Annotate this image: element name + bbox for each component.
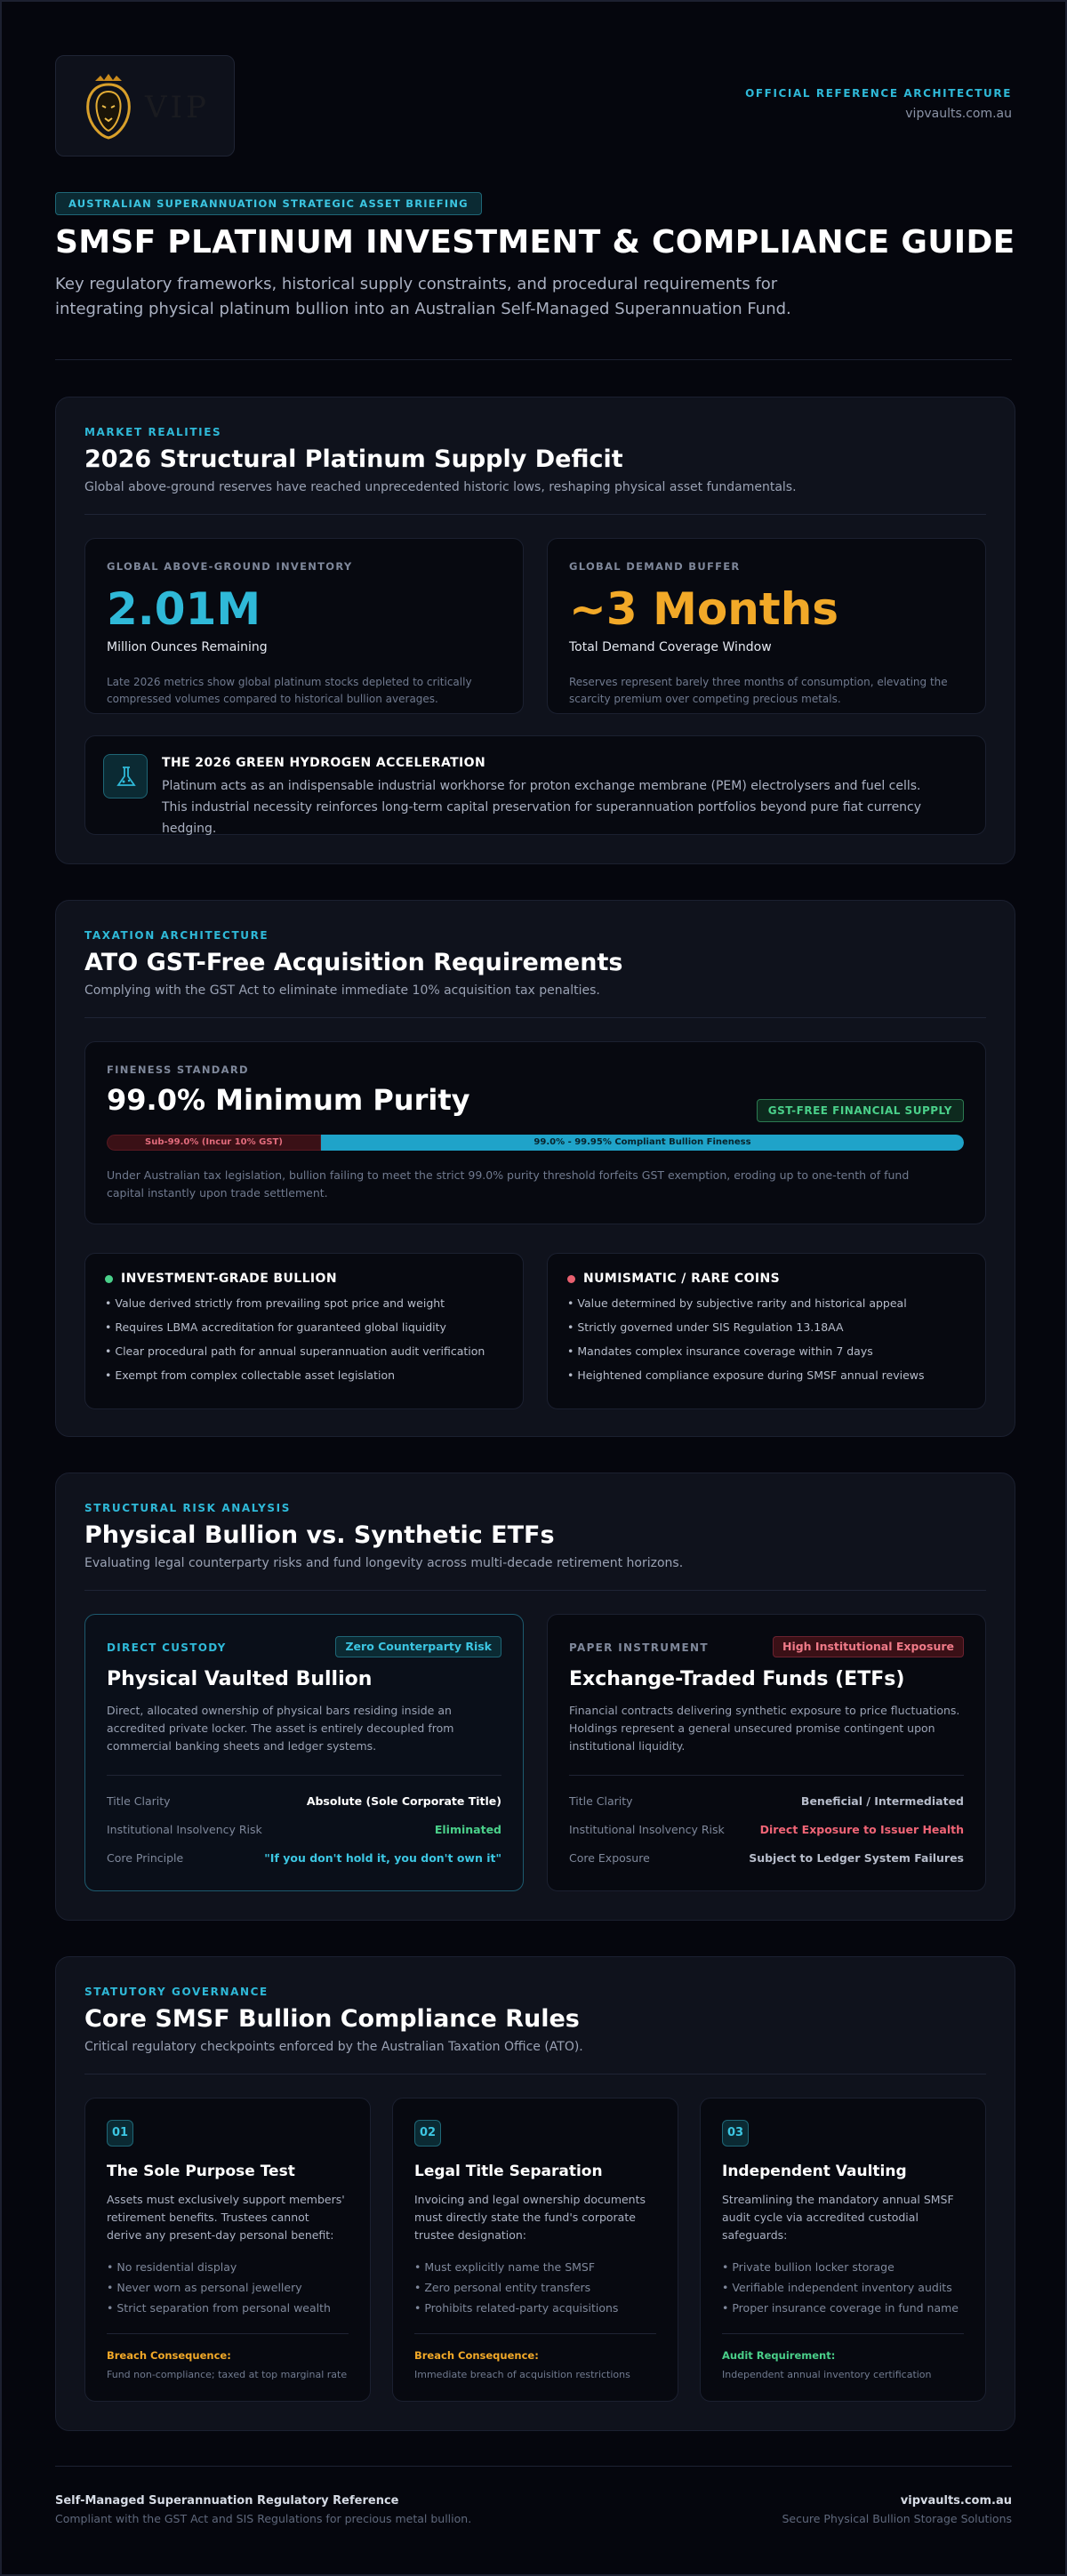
row-value: Direct Exposure to Issuer Health: [759, 1823, 964, 1836]
rule-number: 03: [722, 2120, 749, 2147]
inventory-label: GLOBAL ABOVE-GROUND INVENTORY: [107, 560, 353, 573]
rule-list: [107, 2260, 347, 2322]
list-item: • Value derived strictly from prevailing spot price and weight: [105, 1296, 503, 1310]
physical-kicker: DIRECT CUSTODY: [107, 1641, 227, 1654]
list-item: • Clear procedural path for annual superannuation audit verification: [105, 1344, 503, 1358]
inventory-card: [84, 538, 524, 714]
list-item: • Mandates complex insurance coverage within 7 days: [567, 1344, 966, 1358]
header: [55, 55, 1012, 156]
demand-value: ~3 Months: [569, 583, 839, 635]
row-value: Subject to Ledger System Failures: [749, 1851, 964, 1865]
footer-url-link[interactable]: vipvaults.com.au: [900, 2494, 1012, 2508]
consequence-text: Immediate breach of acquisition restrictions: [414, 2369, 630, 2380]
list-item: • Value determined by subjective rarity and historical appeal: [567, 1296, 966, 1310]
physical-title: Physical Vaulted Bullion: [107, 1668, 373, 1690]
high-exposure-badge: High Institutional Exposure: [773, 1636, 964, 1657]
list-item: • Heightened compliance exposure during SMSF annual reviews: [567, 1368, 966, 1382]
demand-card: [547, 538, 986, 714]
purity-bar: [107, 1135, 964, 1151]
flask-icon: [103, 754, 148, 798]
page-subtitle: Key regulatory frameworks, historical supply constraints, and procedural requirements for integrating physical platinum bullion into an Australian Self-Managed Superannuation Fund.: [55, 275, 791, 318]
physical-bullion-card: [84, 1614, 524, 1891]
lion-crest-icon: [77, 72, 140, 141]
table-row: [569, 1823, 964, 1839]
demand-note: Reserves represent barely three months of consumption, elevating the scarcity premium over competing precious metals.: [569, 676, 948, 705]
footer-tagline: Secure Physical Bullion Storage Solutions: [782, 2512, 1012, 2525]
rule-number: 01: [107, 2120, 133, 2147]
list-item: • Private bullion locker storage: [722, 2260, 962, 2274]
numismatic-card: [547, 1253, 986, 1409]
logo-wordmark: VIP: [145, 90, 210, 125]
risk-section: [55, 1473, 1015, 1921]
table-row: [107, 1851, 501, 1867]
numismatic-title: NUMISMATIC / RARE COINS: [583, 1272, 781, 1286]
row-value: Absolute (Sole Corporate Title): [306, 1794, 501, 1808]
physical-desc: Direct, allocated ownership of physical bars residing inside an accredited private locker. The asset is entirely decoupled from commercial banking sheets and ledger systems.: [107, 1704, 454, 1753]
row-value: Beneficial / Intermediated: [800, 1794, 964, 1808]
page-title: SMSF PLATINUM INVESTMENT & COMPLIANCE GUIDE: [55, 224, 1015, 261]
table-row: [107, 1823, 501, 1839]
rule-desc: Assets must exclusively support members' retirement benefits. Trustees cannot derive any present-day personal benefit:: [107, 2193, 345, 2242]
market-section: [55, 397, 1015, 864]
footer-divider: [55, 2466, 1012, 2467]
purity-note: Under Australian tax legislation, bullion failing to meet the strict 99.0% purity threshold forfeits GST exemption, eroding up to one-tenth of fund capital instantly upon trade settlement.: [107, 1168, 910, 1200]
purity-bar-fail-segment: Sub-99.0% (Incur 10% GST): [107, 1135, 321, 1151]
reference-kicker: OFFICIAL REFERENCE ARCHITECTURE: [745, 87, 1012, 100]
list-item: • Proper insurance coverage in fund name: [722, 2301, 962, 2315]
table-row: [107, 1794, 501, 1810]
divider: [569, 1775, 964, 1776]
inventory-note: Late 2026 metrics show global platinum stocks depleted to critically compressed volumes compared to historical bullion averages.: [107, 676, 472, 705]
etf-card: [547, 1614, 986, 1891]
list-item: • Zero personal entity transfers: [414, 2281, 654, 2294]
rule-card-legal-title: [392, 2098, 678, 2402]
demand-label: GLOBAL DEMAND BUFFER: [569, 560, 741, 573]
audit-requirement-text: Independent annual inventory certification: [722, 2369, 932, 2380]
section-title: Core SMSF Bullion Compliance Rules: [84, 2005, 580, 2033]
consequence-label: Breach Consequence:: [107, 2349, 231, 2362]
section-kicker: TAXATION ARCHITECTURE: [84, 929, 269, 942]
row-value: Eliminated: [434, 1823, 501, 1836]
red-dot-icon: [567, 1275, 575, 1283]
table-row: [569, 1794, 964, 1810]
row-key: Title Clarity: [107, 1794, 171, 1808]
divider: [107, 2333, 349, 2334]
section-kicker: STRUCTURAL RISK ANALYSIS: [84, 1502, 291, 1514]
gst-free-badge: GST-FREE FINANCIAL SUPPLY: [757, 1099, 964, 1122]
rule-desc: Streamlining the mandatory annual SMSF audit cycle via accredited custodial safeguards:: [722, 2193, 954, 2242]
section-subtitle: Evaluating legal counterparty risks and fund longevity across multi-decade retirement horizons.: [84, 1556, 684, 1570]
list-item: • No residential display: [107, 2260, 347, 2274]
list-item: • Verifiable independent inventory audits: [722, 2281, 962, 2294]
reference-url-link[interactable]: vipvaults.com.au: [905, 107, 1012, 121]
table-row: [569, 1851, 964, 1867]
briefing-badge: AUSTRALIAN SUPERANNUATION STRATEGIC ASSET BRIEFING: [55, 192, 482, 215]
section-kicker: MARKET REALITIES: [84, 426, 222, 438]
rule-card-sole-purpose: [84, 2098, 371, 2402]
purity-bar-pass-segment: 99.0% - 99.95% Compliant Bullion Fineness: [321, 1135, 964, 1151]
inventory-value: 2.01M: [107, 583, 261, 635]
audit-requirement-label: Audit Requirement:: [722, 2349, 836, 2362]
list-item: • Exempt from complex collectable asset legislation: [105, 1368, 503, 1382]
divider: [55, 359, 1012, 360]
rule-number: 02: [414, 2120, 441, 2147]
section-subtitle: Global above-ground reserves have reached unprecedented historic lows, reshaping physical asset fundamentals.: [84, 480, 797, 494]
rules-section: [55, 1956, 1015, 2431]
list-item: • Requires LBMA accreditation for guaranteed global liquidity: [105, 1320, 503, 1334]
row-value: "If you don't hold it, you don't own it": [264, 1851, 501, 1865]
consequence-label: Breach Consequence:: [414, 2349, 539, 2362]
etf-desc: Financial contracts delivering synthetic exposure to price fluctuations. Holdings represent a general unsecured promise contingent upon institutional liquidity.: [569, 1704, 960, 1753]
row-key: Title Clarity: [569, 1794, 633, 1808]
hydrogen-callout: [84, 735, 986, 835]
rule-desc: Invoicing and legal ownership documents must directly state the fund's corporate trustee designation:: [414, 2193, 646, 2242]
list-item: • Must explicitly name the SMSF: [414, 2260, 654, 2274]
row-key: Institutional Insolvency Risk: [107, 1823, 262, 1836]
zero-risk-badge: Zero Counterparty Risk: [335, 1636, 501, 1657]
divider: [722, 2333, 964, 2334]
consequence-text: Fund non-compliance; taxed at top marginal rate: [107, 2369, 348, 2380]
divider: [107, 1775, 501, 1776]
row-key: Core Principle: [107, 1851, 184, 1865]
row-key: Core Exposure: [569, 1851, 650, 1865]
tax-section: [55, 900, 1015, 1437]
row-key: Institutional Insolvency Risk: [569, 1823, 725, 1836]
fineness-label: FINENESS STANDARD: [107, 1063, 249, 1076]
list-item: • Prohibits related-party acquisitions: [414, 2301, 654, 2315]
fineness-card: [84, 1041, 986, 1224]
section-title: 2026 Structural Platinum Supply Deficit: [84, 445, 623, 473]
etf-title: Exchange-Traded Funds (ETFs): [569, 1668, 905, 1690]
demand-caption: Total Demand Coverage Window: [569, 640, 772, 654]
section-subtitle: Complying with the GST Act to eliminate immediate 10% acquisition tax penalties.: [84, 983, 600, 998]
etf-kicker: PAPER INSTRUMENT: [569, 1641, 709, 1654]
divider: [414, 2333, 656, 2334]
logo[interactable]: [55, 55, 235, 156]
green-dot-icon: [105, 1275, 113, 1283]
rule-title: Independent Vaulting: [722, 2163, 907, 2180]
hydrogen-title: THE 2026 GREEN HYDROGEN ACCELERATION: [162, 756, 486, 770]
rule-list: [414, 2260, 654, 2322]
inventory-caption: Million Ounces Remaining: [107, 640, 268, 654]
rule-card-vaulting: [700, 2098, 986, 2402]
investment-grade-title: INVESTMENT-GRADE BULLION: [121, 1272, 337, 1286]
footer-subtitle: Compliant with the GST Act and SIS Regulations for precious metal bullion.: [55, 2512, 472, 2525]
divider: [84, 1017, 986, 1018]
divider: [84, 1590, 986, 1591]
list-item: • Never worn as personal jewellery: [107, 2281, 347, 2294]
investment-grade-card: [84, 1253, 524, 1409]
purity-title: 99.0% Minimum Purity: [107, 1083, 470, 1117]
list-item: • Strict separation from personal wealth: [107, 2301, 347, 2315]
rule-title: Legal Title Separation: [414, 2163, 603, 2180]
section-title: Physical Bullion vs. Synthetic ETFs: [84, 1521, 555, 1549]
section-kicker: STATUTORY GOVERNANCE: [84, 1986, 269, 1998]
list-item: • Strictly governed under SIS Regulation 13.18AA: [567, 1320, 966, 1334]
footer-title: Self-Managed Superannuation Regulatory Reference: [55, 2494, 399, 2508]
hydrogen-text: Platinum acts as an indispensable industrial workhorse for proton exchange membrane (PEM) electrolysers and fuel cells. This industrial necessity reinforces long-term capital preservation for superannuation portfolios beyond pure fiat currency hedging.: [162, 779, 922, 836]
rule-title: The Sole Purpose Test: [107, 2163, 295, 2180]
rule-list: [722, 2260, 962, 2322]
section-title: ATO GST-Free Acquisition Requirements: [84, 949, 623, 976]
divider: [84, 514, 986, 515]
section-subtitle: Critical regulatory checkpoints enforced by the Australian Taxation Office (ATO).: [84, 2040, 583, 2054]
